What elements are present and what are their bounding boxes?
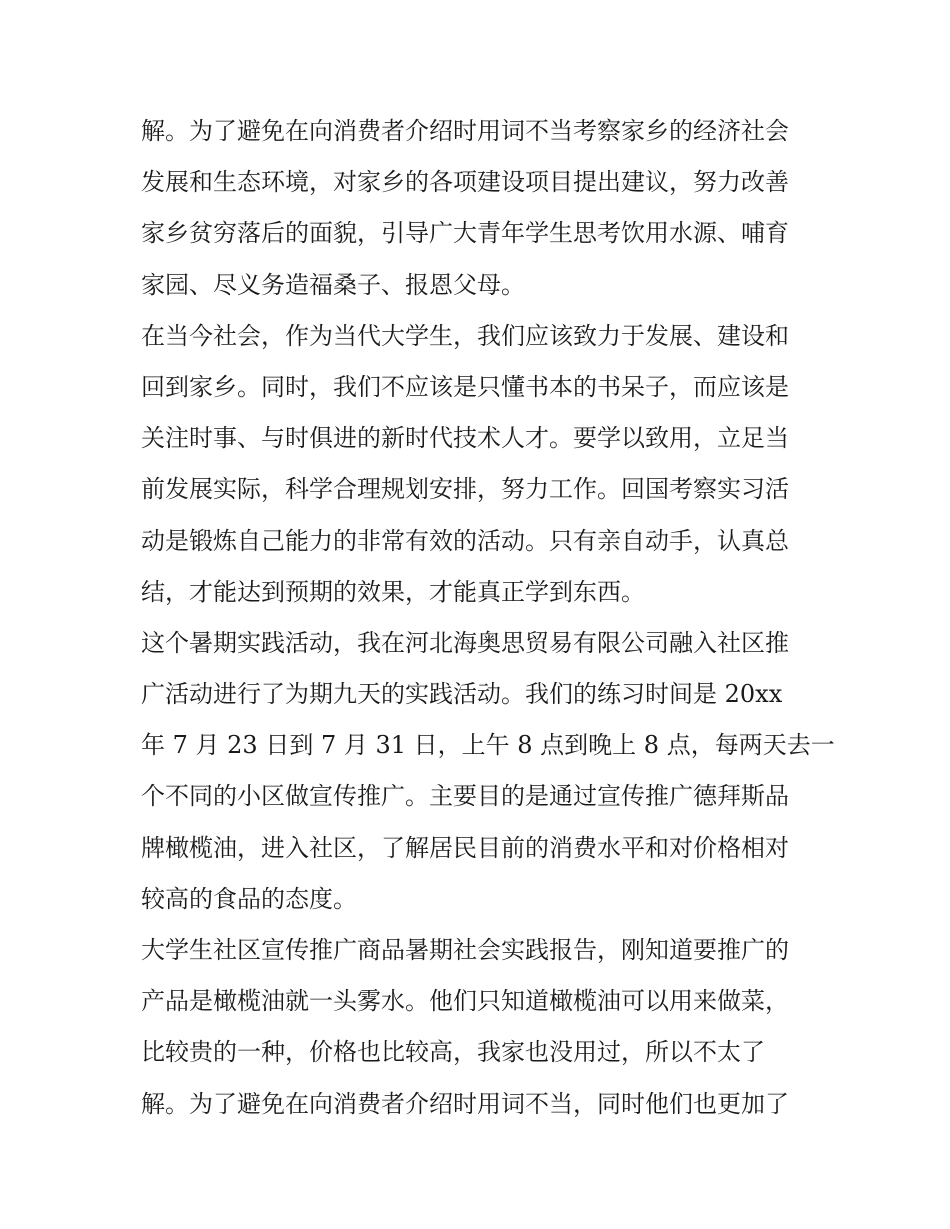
text-line: 年 7 月 23 日到 7 月 31 日，上午 8 点到晚上 8 点，每两天去一 [141, 731, 835, 760]
text-line: 回到家乡。同时，我们不应该是只懂书本的书呆子，而应该是 [141, 372, 789, 401]
text-line: 结，才能达到预期的效果，才能真正学到东西。 [141, 577, 645, 606]
text-line: 产品是橄榄油就一头雾水。他们只知道橄榄油可以用来做菜， [141, 987, 789, 1016]
paragraph-2 [141, 311, 813, 618]
text-line: 广活动进行了为期九天的实践活动。我们的练习时间是 20xx [141, 680, 783, 709]
text-line: 较高的食品的态度。 [141, 884, 357, 913]
text-line: 家园、尽义务造福桑子、报恩父母。 [141, 270, 525, 299]
text-line: 个不同的小区做宣传推广。主要目的是通过宣传推广德拜斯品 [141, 782, 789, 811]
paragraph-4 [141, 925, 813, 1130]
text-line: 这个暑期实践活动，我在河北海奥思贸易有限公司融入社区推 [141, 628, 789, 657]
text-line: 动是锻炼自己能力的非常有效的活动。只有亲自动手，认真总 [141, 526, 789, 555]
text-line: 解。为了避免在向消费者介绍时用词不当，同时他们也更加了 [141, 1089, 789, 1118]
text-line: 解。为了避免在向消费者介绍时用词不当考察家乡的经济社会 [141, 117, 789, 145]
text-line: 发展和生态环境，对家乡的各项建设项目提出建议，努力改善 [141, 168, 789, 197]
text-line: 在当今社会，作为当代大学生，我们应该致力于发展、建设和 [141, 321, 789, 350]
paragraph-3 [141, 618, 835, 925]
paragraph-1 [141, 106, 813, 311]
text-line: 比较贵的一种，价格也比较高，我家也没用过，所以不太了 [141, 1038, 765, 1067]
text-line: 前发展实际，科学合理规划安排，努力工作。回国考察实习活 [141, 475, 789, 504]
text-line: 关注时事、与时俱进的新时代技术人才。要学以致用，立足当 [141, 424, 789, 453]
document-body [141, 106, 835, 1130]
text-line: 家乡贫穷落后的面貌，引导广大青年学生思考饮用水源、哺育 [141, 219, 789, 248]
text-line: 大学生社区宣传推广商品暑期社会实践报告，刚知道要推广的 [141, 936, 789, 964]
text-line: 牌橄榄油，进入社区，了解居民目前的消费水平和对价格相对 [141, 833, 789, 862]
